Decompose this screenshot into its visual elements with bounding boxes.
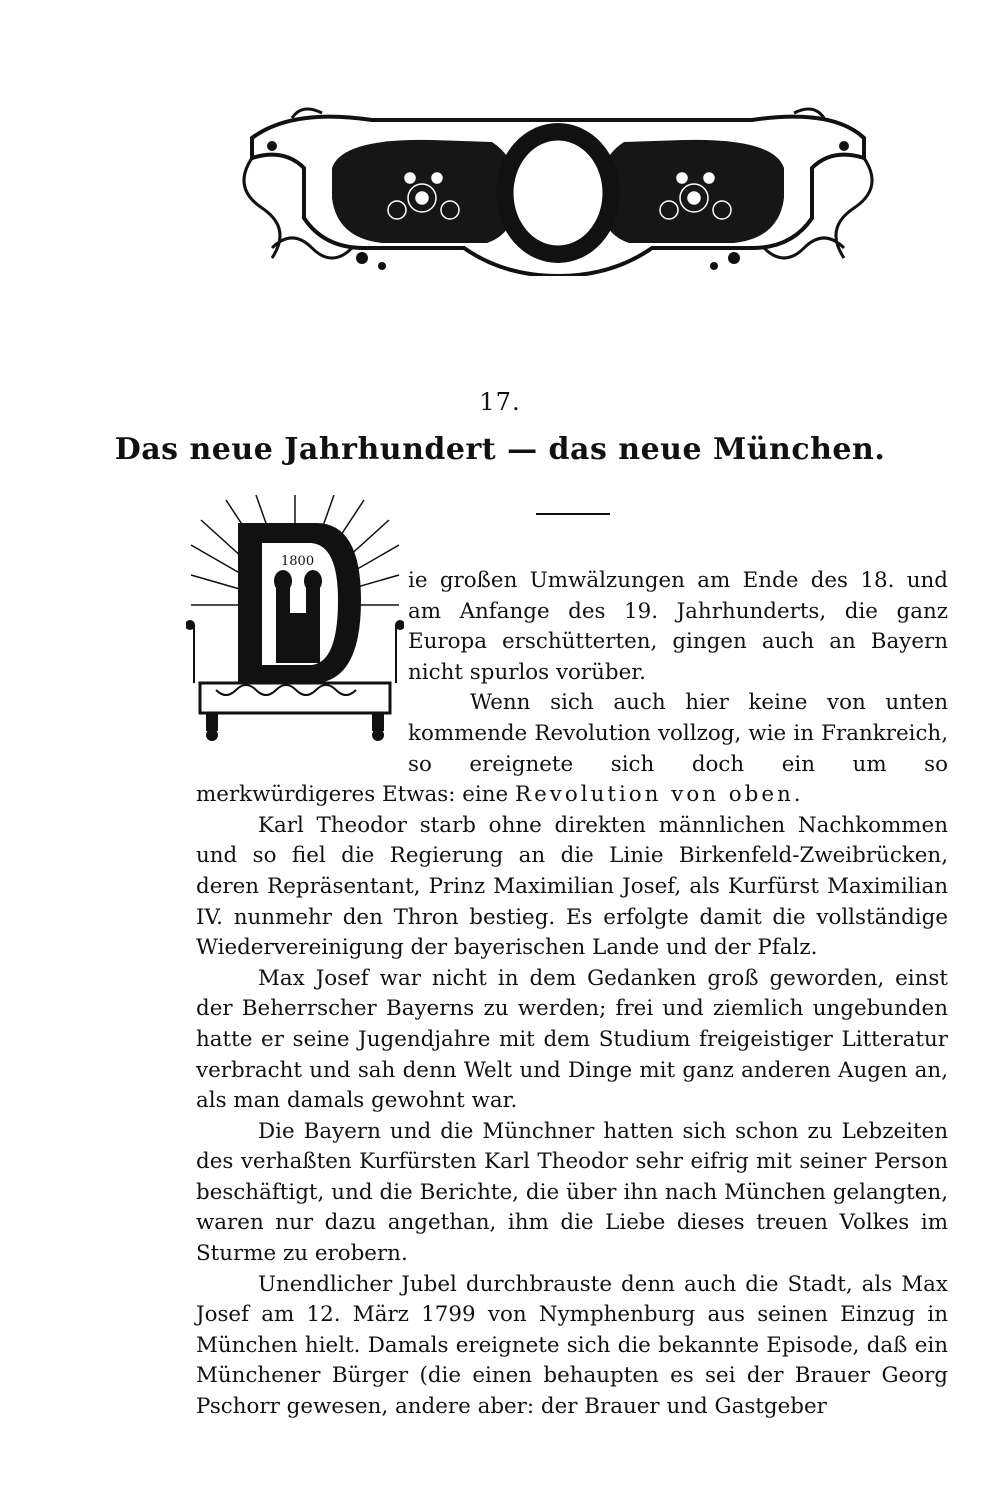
chapter-number: 17. xyxy=(479,388,521,416)
initial-letter-space xyxy=(196,566,408,780)
emphasized-phrase: Revolution von oben. xyxy=(515,782,804,808)
chapter-title: Das neue Jahrhundert — das neue München. xyxy=(114,432,886,467)
paragraph: Unendlicher Jubel durchbrauste denn auch die Stadt, als Max Josef am 12. März 1799 von Nymphenburg aus seinen Einzug in München hielt. Damals ereignete sich die bekannte Episode, daß ein Münchener Bürger (die einen behaupten es sei der Brauer Georg Pschorr gewesen, andere aber: der Brauer und Gastgeber xyxy=(196,1271,948,1420)
paragraph: Karl Theodor starb ohne direkten männlichen Nachkommen und so fiel die Regierung an die Linie Birkenfeld-Zweibrücken, deren Repräsentant, Prinz Maximilian Josef, als Kurfürst Maximilian IV. nunmehr den Thron bestieg. Es erfolgte damit die vollständige Wiedervereinigung der bayerischen Lande und der Pfalz. xyxy=(196,812,948,961)
title-divider-rule xyxy=(536,513,610,515)
body-text xyxy=(196,566,948,1423)
paragraph-text: Wenn sich auch hier keine von unten kommende Revolution vollzog, wie in Frankreich, so ereignete sich doch ein um so merkwürdigeres Etwas: eine xyxy=(196,690,948,808)
paragraph: Die Bayern und die Münchner hatten sich schon zu Lebzeiten des verhaßten Kurfürsten Karl Theodor sehr eifrig mit seiner Person beschäftigt, und die Berichte, die über ihn nach München gelangten, waren nur dazu angethan, ihm die Liebe dieses treuen Volkes im Sturme zu erobern. xyxy=(196,1118,948,1267)
initial-year-label: 1800 xyxy=(281,554,315,569)
paragraph: ie großen Umwälzungen am Ende des 18. und am Anfange des 19. Jahrhunderts, die ganz Europa erschütterten, gingen auch an Bayern nicht spurlos vorüber. xyxy=(408,568,948,685)
header-ornament-vignette xyxy=(232,98,884,276)
paragraph: Max Josef war nicht in dem Gedanken groß geworden, einst der Beherrscher Bayerns zu werden; frei und ziemlich ungebunden hatte er seine Jugendjahre mit dem Studium freigeistiger Litteratur verbracht und sah denn Welt und Dinge mit ganz anderen Augen an, als man damals gewohnt war. xyxy=(196,965,948,1114)
